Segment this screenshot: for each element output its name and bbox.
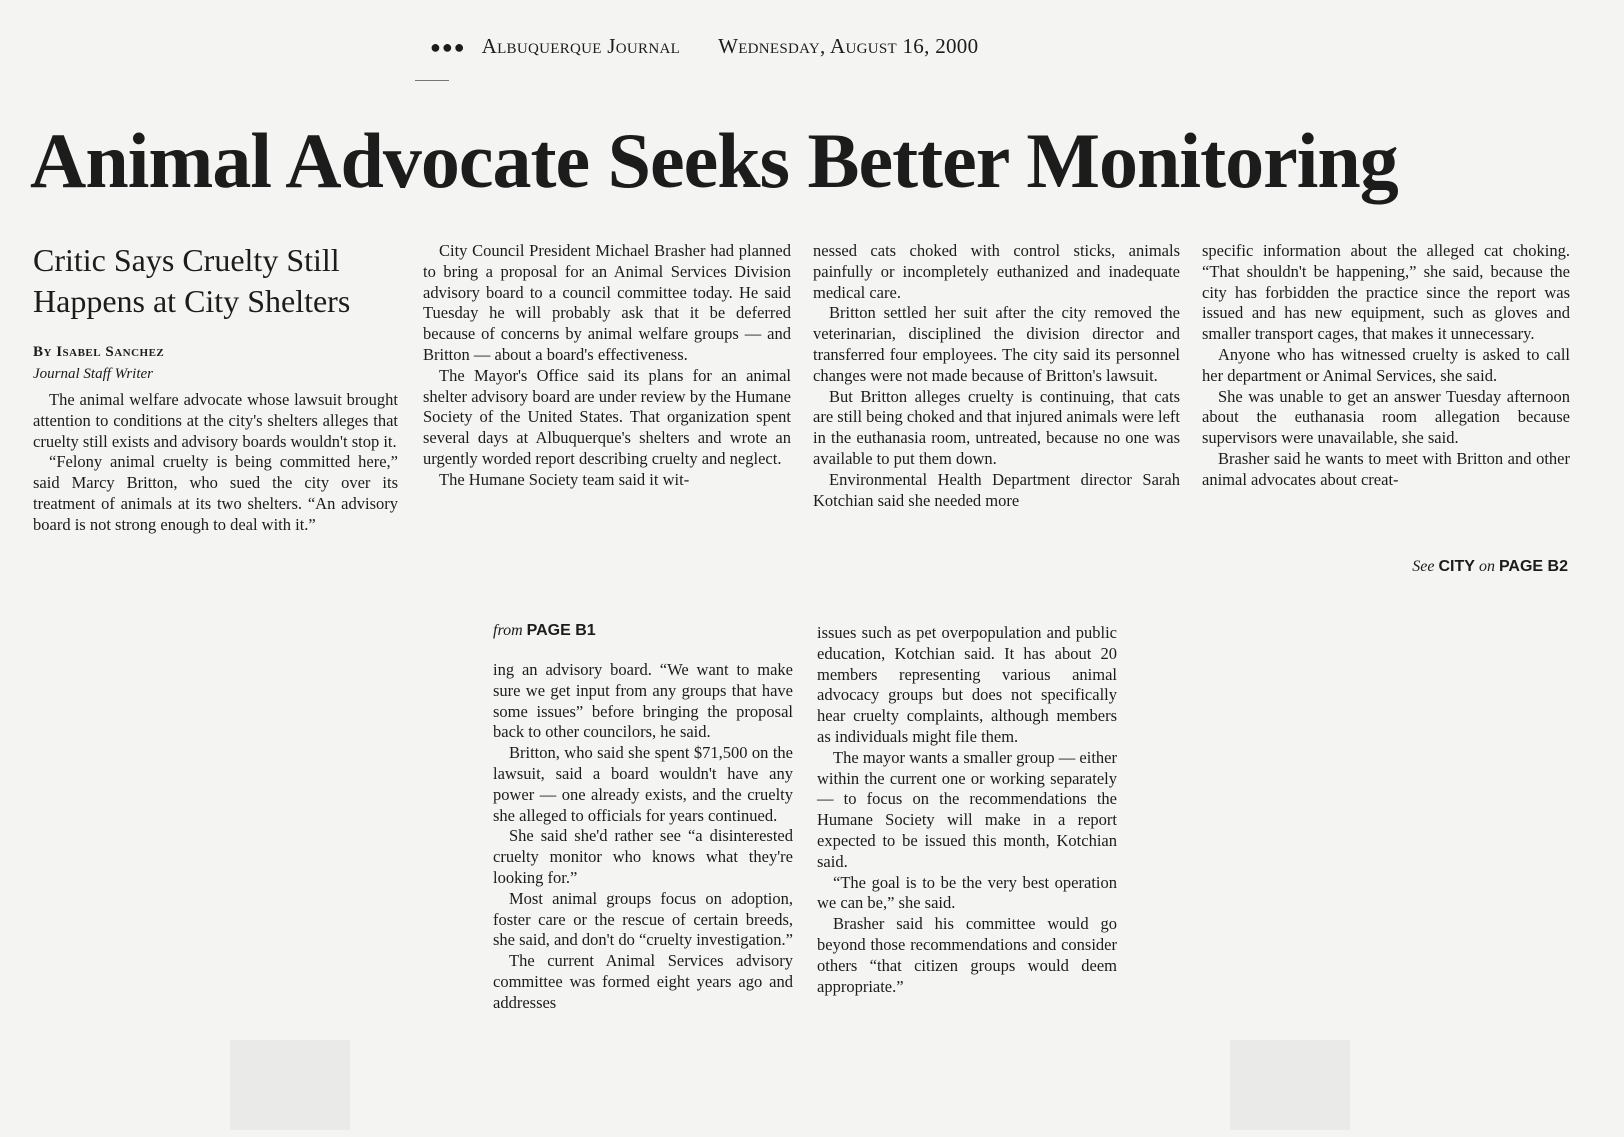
subheadline: Critic Says Cruelty Still Happens at City Shelters xyxy=(33,242,351,319)
jump-from-word: from xyxy=(493,622,523,639)
paragraph: “The goal is to be the very best operation we can be,” she said. xyxy=(817,872,1117,913)
byline: By Isabel Sanchez xyxy=(33,344,165,360)
paragraph: The current Animal Services advisory committee was formed eight years ago and addresses xyxy=(493,951,793,1012)
scan-smudge xyxy=(1230,1040,1350,1130)
paragraph: Brasher said he wants to meet with Britton and other animal advocates about creat- xyxy=(1202,448,1570,489)
continued-column-2 xyxy=(817,623,1117,997)
divider xyxy=(415,80,449,81)
scan-smudge xyxy=(230,1040,350,1130)
paragraph: Britton settled her suit after the city removed the veterinarian, disciplined the division director and transferred four employees. The city said its personnel changes were not made because of Britton's lawsuit. xyxy=(813,303,1180,385)
article-column-2 xyxy=(423,241,791,491)
paragraph: City Council President Michael Brasher had planned to bring a proposal for an Animal Services Division advisory board to a council committee today. He said Tuesday he will probably ask that it be deferred because of concerns by animal welfare groups — and Britton — about a board's effectiveness. xyxy=(423,241,791,364)
paragraph: ing an advisory board. “We want to make sure we get input from any groups that have some issues” before bringing the proposal back to other councilors, he said. xyxy=(493,660,793,742)
paragraph: Most animal groups focus on adoption, foster care or the rescue of certain breeds, she said, and don't do “cruelty investigation.” xyxy=(493,888,793,950)
paragraph: issues such as pet overpopulation and public education, Kotchian said. It has about 20 members representing various animal advocacy groups but does not specifically hear cruelty complaints, although members as individuals might file them. xyxy=(817,623,1117,746)
article-column-4 xyxy=(1202,241,1570,491)
paragraph: Brasher said his committee would go beyond those recommendations and consider others “that citizen groups would deem appropriate.” xyxy=(817,914,1117,996)
paragraph: specific information about the alleged cat choking. “That shouldn't be happening,” she said, because the city has forbidden the practice since the report was issued and has new equipment, such as gloves and smaller transport cages, that makes it unnecessary. xyxy=(1202,241,1570,344)
jump-from-page: PAGE B1 xyxy=(526,622,596,639)
paragraph: nessed cats choked with control sticks, animals painfully or incompletely euthanized and inadequate medical care. xyxy=(813,241,1180,302)
paragraph: Britton, who said she spent $71,500 on the lawsuit, said a board wouldn't have any power — one already exists, and the cruelty she alleged to officials for years continued. xyxy=(493,743,793,825)
publication-date: Wednesday, August 16, 2000 xyxy=(718,34,979,58)
jump-section: CITY xyxy=(1438,558,1475,575)
masthead xyxy=(430,34,1070,64)
continued-column-1 xyxy=(493,660,793,1014)
jump-line-from xyxy=(493,622,793,640)
article-column-3 xyxy=(813,241,1180,511)
masthead-dots: ●●● xyxy=(430,37,466,57)
paragraph: The animal welfare advocate whose lawsuit brought attention to conditions at the city's shelters alleges that cruelty still exists and advisory boards wouldn't stop it. xyxy=(33,390,398,451)
paragraph: The Mayor's Office said its plans for an animal shelter advisory board are under review by the Humane Society of the United States. That organization spent several days at Albuquerque's shelters and wrote an urgently worded report describing cruelty and neglect. xyxy=(423,365,791,468)
paragraph: She was unable to get an answer Tuesday afternoon about the euthanasia room allegation because supervisors were unavailable, she said. xyxy=(1202,386,1570,448)
paragraph: The mayor wants a smaller group — either within the current one or working separately — to focus on the recommendations the Humane Society will make in a report expected to be issued this month, Kotchian said. xyxy=(817,747,1117,871)
paragraph: “Felony animal cruelty is being committed here,” said Marcy Britton, who sued the city over its treatment of animals at its two shelters. “An advisory board is not strong enough to deal with it.” xyxy=(33,452,398,534)
paragraph: Anyone who has witnessed cruelty is asked to call her department or Animal Services, she said. xyxy=(1202,344,1570,385)
jump-page: PAGE B2 xyxy=(1498,558,1568,575)
newspaper-name: Albuquerque Journal xyxy=(481,34,681,58)
jump-on-word: on xyxy=(1478,558,1495,575)
byline-role: Journal Staff Writer xyxy=(33,366,153,382)
jump-see-word: See xyxy=(1412,558,1435,575)
paragraph: But Britton alleges cruelty is continuing, that cats are still being choked and that injured animals were left in the euthanasia room, untreated, because no one was available to put them down. xyxy=(813,386,1180,468)
paragraph: She said she'd rather see “a disinterested cruelty monitor who knows what they're looking for.” xyxy=(493,826,793,887)
headline: Animal Advocate Seeks Better Monitoring xyxy=(30,117,1398,204)
jump-line-see xyxy=(1250,558,1568,576)
paragraph: The Humane Society team said it wit- xyxy=(439,469,690,489)
paragraph: Environmental Health Department director Sarah Kotchian said she needed more xyxy=(813,469,1180,510)
article-column-1 xyxy=(33,390,398,536)
